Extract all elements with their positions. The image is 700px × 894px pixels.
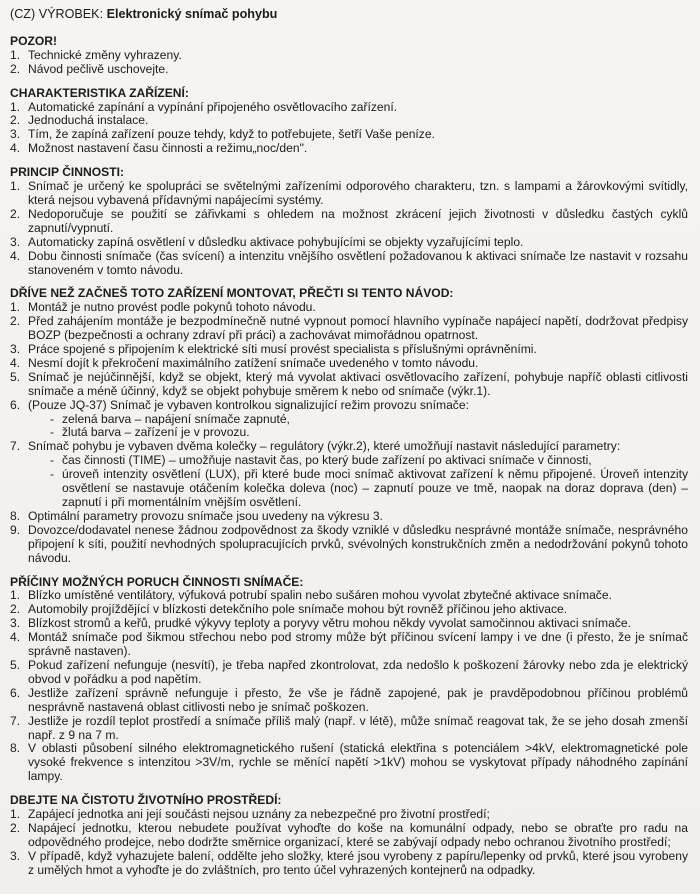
list-item [10,301,688,315]
item-number: 2. [10,820,21,835]
product-title [10,8,688,22]
section [10,794,688,877]
list-item [10,250,688,278]
item-text: (Pouze JQ-37) Snímač je vybaven kontrolkou signalizující režim provozu snímače: [28,397,469,412]
product-label: VÝROBEK: [38,7,104,21]
section-heading: DŘÍVE NEŽ ZAČNEŠ TOTO ZAŘÍZENÍ MONTOVAT, PŘEČTI SI TENTO NÁVOD: [10,286,454,301]
list-item [10,510,688,524]
list-item [10,687,688,715]
item-text: Nedoporučuje se použití se zářivkami s ohledem na možnost zkrácení jejich životnosti v důsledku častých cyklů zapnutí/vypnutí. [28,206,688,235]
list-item [10,114,688,128]
item-text: Jestliže je rozdíl teplot prostředí a snímače příliš malý (např. v létě), může snímač reagovat tak, že se jeho dosah zmenší např. z 9 na 7 m. [28,713,688,742]
item-number: 1. [10,179,21,194]
item-number: 1. [10,47,21,62]
item-number: 4. [10,141,21,156]
section-heading: DBEJTE NA ČISTOTU ŽIVOTNÍHO PROSTŘEDÍ: [10,793,282,808]
list-item [10,631,688,659]
item-number: 2. [10,314,21,329]
section [10,576,688,785]
list-item [10,128,688,142]
list-item [10,63,688,77]
list-item [10,850,688,878]
list-item [10,357,688,371]
section-heading: PRINCIP ČINNOSTI: [10,165,125,180]
item-text: Návod pečlivě uschovejte. [28,61,169,76]
item-text: V případě, když vyhazujete balení, oddělte jeho složky, které jsou vyrobeny z papíru/lepenky od prvků, které jsou vyrobeny z umělých hmot a vyhoďte je do zvláštních, pro tento účel vyhrazených kontejnerů na odpadky. [28,848,688,877]
item-number: 2. [10,61,21,76]
item-number: 3. [10,127,21,142]
numbered-list [10,808,688,878]
item-text: Snímač pohybu je vybaven dvěma kolečky – regulátory (výkr.2), které umožňují nastavit následující parametry: [28,439,621,454]
item-number: 1. [10,807,21,822]
item-number: 5. [10,369,21,384]
sub-list-item: - zelená barva – napájení snímače zapnuté, [28,413,688,427]
item-text: Možnost nastavení času činnosti a režimu„noc/den". [28,141,308,156]
section-heading: PŘÍČINY MOŽNÝCH PORUCH ČINNOSTI SNÍMAČE: [10,574,304,589]
list-item [10,101,688,115]
language-code: (CZ) [10,7,36,21]
item-number: 2. [10,206,21,221]
section-heading: POZOR! [10,33,58,48]
list-item [10,589,688,603]
sub-list-item: - úroveň intenzity osvětlení (LUX), při které bude moci snímač aktivovat zařízení k němu připojené. Úroveň intenzity osvětlení se nastavuje otáčením kolečka doleva (noc) – zapnutí pouze ve tmě, naopak na doraz doprava (den) – zapnutí i při momentálním vnějším osvětlení. [28,468,688,510]
item-text: Dovozce/dodavatel nenese žádnou zodpovědnost za škody vzniklé v důsledku nesprávné montáže snímače, nesprávného připojení k síti, použití nevhodných spolupracujících prvků, svévolných konstrukčních změn a nedodržování pokynů tohoto návodu. [28,522,688,565]
sub-list [28,454,688,510]
list-item [10,524,688,566]
item-number: 3. [10,848,21,863]
item-text: Technické změny vyhrazeny. [28,47,182,62]
product-name: Elektronický snímač pohybu [106,7,278,21]
section-heading: CHARAKTERISTIKA ZAŘÍZENÍ: [10,85,189,100]
item-text: Tím, že zapíná zařízení pouze tehdy, když to potřebujete, šetří Vaše peníze. [28,127,435,142]
item-text: Nesmí dojít k překročení maximálního zatížení snímače uvedeného v tomto návodu. [28,355,479,370]
list-item [10,808,688,822]
numbered-list [10,180,688,277]
item-text: Snímač je nejúčinnější, když se objekt, který má vyvolat aktivaci osvětlovacího zařízení, pohybuje napříč oblasti citlivosti snímače a méně účinný, když se objekt pohybuje směrem k nebo od snímače (výkr.1). [28,369,688,398]
section [10,35,688,77]
list-item [10,142,688,156]
item-number: 8. [10,741,21,756]
list-item [10,659,688,687]
item-text: Blízkost stromů a keřů, prudké výkyvy teploty a poryvy větru mohou někdy vyvolat samočinnou aktivaci snímače. [28,616,631,631]
item-number: 1. [10,99,21,114]
item-number: 7. [10,439,21,454]
item-text: Optimální parametry provozu snímače jsou uvedeny na výkresu 3. [28,508,383,523]
numbered-list [10,301,688,565]
section [10,166,688,277]
list-item [10,371,688,399]
list-item [10,617,688,631]
item-text: Automaticky zapíná osvětlení v důsledku aktivace pohybujícími se objekty vyzařujícími teplo. [28,234,524,249]
sub-list [28,413,688,441]
list-item [10,180,688,208]
item-number: 3. [10,342,21,357]
numbered-list [10,589,688,784]
item-text: Jednoduchá instalace. [28,113,149,128]
item-text: Blízko umístěné ventilátory, výfuková potrubí spalin nebo sušáren mohou vyvolat zbytečné aktivace snímače. [28,588,612,603]
list-item [10,208,688,236]
section [10,287,688,565]
list-item [10,603,688,617]
item-number: 6. [10,397,21,412]
item-text: Pokud zařízení nefunguje (nesvítí), je třeba napřed zkontrolovat, zda nedošlo k poškození žárovky nebo zda je elektrický obvod v pořádku a pod napětím. [28,657,688,686]
numbered-list [10,49,688,77]
item-text: Jestliže zařízení správně nefunguje i přesto, že vše je řádně zapojené, pak je pravděpodobnou příčinou problémů nesprávně nastavená oblast citlivosti nebo je snímač poškozen. [28,685,688,714]
item-text: Před zahájením montáže je bezpodmínečně nutné vypnout pomocí hlavního vypínače napájecí napětí, dodržovat předpisy BOZP (bezpečnosti a ochrany zdraví při práci) a zachovávat mimořádnou opatrnost. [28,314,688,343]
list-item [10,742,688,784]
item-number: 9. [10,522,21,537]
item-number: 7. [10,713,21,728]
item-number: 3. [10,234,21,249]
item-text: Montáž je nutno provést podle pokynů tohoto návodu. [28,300,316,315]
item-text: Napájecí jednotku, kterou nebudete používat vyhoďte do koše na komunální odpady, nebo se obraťte pro radu na odpovědného prodejce, nebo dodržte směrnice organizací, které se zabývají odpady nebo ochranou životního prostředí; [28,820,688,849]
item-text: V oblasti působení silného elektromagnetického rušení (statická elektřina s potenciálem >4kV, elektromagnetické pole vysoké frekvence s intenzitou >3V/m, rychle se měnící napětí >1kV) mohou se vyskytovat případy náhodného zapínání lampy. [28,741,688,784]
item-number: 4. [10,248,21,263]
item-number: 5. [10,657,21,672]
item-text: Zapájecí jednotka ani její součásti nejsou uznány za nebezpečné pro životní prostředí; [28,807,490,822]
sub-list-item: - žlutá barva – zařízení je v provozu. [28,426,688,440]
item-text: Práce spojené s připojením k elektrické síti musí provést specialista s příslušnými oprávněními. [28,342,537,357]
list-item [10,399,688,441]
item-number: 1. [10,300,21,315]
list-item [10,440,688,510]
item-number: 8. [10,508,21,523]
item-number: 1. [10,588,21,603]
list-item [10,343,688,357]
list-item [10,315,688,343]
item-text: Automatické zapínání a vypínání připojeného osvětlovacího zařízení. [28,99,398,114]
list-item [10,822,688,850]
section [10,87,688,157]
list-item [10,715,688,743]
numbered-list [10,101,688,157]
item-text: Automobily projíždějící v blízkosti detekčního pole snímače mohou být rovněž příčinou jeho aktivace. [28,602,568,617]
list-item [10,236,688,250]
item-text: Snímač je určený ke spolupráci se světelnými zařízeními odporového charakteru, tzn. s lampami a žárovkovými svítidly, která nejsou vybavená přídavnými napájecími systémy. [28,179,688,207]
item-number: 6. [10,685,21,700]
list-item [10,49,688,63]
item-text: Dobu činnosti snímače (čas svícení) a intenzitu vnějšího osvětlení požadovanou k aktivaci snímače lze nastavit v rozsahu stanoveném v tomto návodu. [28,248,688,277]
item-number: 2. [10,113,21,128]
item-text: Montáž snímače pod šikmou střechou nebo pod stromy může být příčinou svícení lampy i ve dne (i přesto, že je snímač správně nastaven). [28,630,688,659]
item-number: 2. [10,602,21,617]
item-number: 4. [10,355,21,370]
item-number: 3. [10,616,21,631]
instructions-body [10,35,688,878]
item-number: 4. [10,630,21,645]
sub-list-item: - čas činnosti (TIME) – umožňuje nastavit čas, po který bude zařízení po aktivaci snímače v činnosti, [28,454,688,468]
